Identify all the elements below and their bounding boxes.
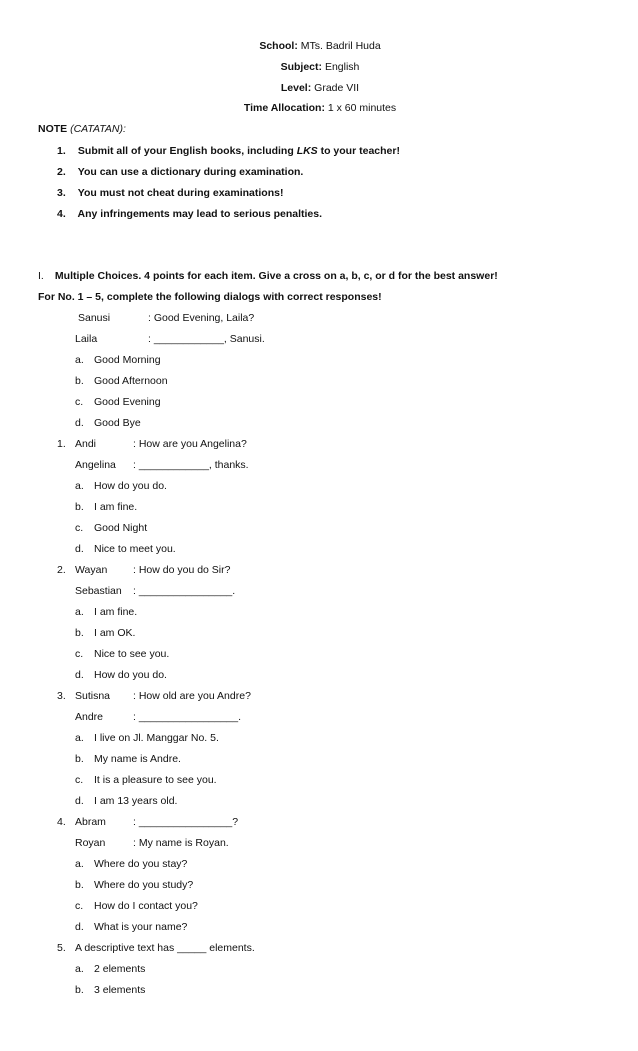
option-text: 2 elements	[94, 963, 146, 975]
option-letter: d.	[75, 795, 84, 807]
option-letter: b.	[75, 375, 84, 387]
option-text: I am OK.	[94, 627, 136, 639]
option-letter: c.	[75, 774, 84, 786]
dialog-line: : My name is Royan.	[133, 837, 229, 849]
note-item: 1. Submit all of your English books, including LKS to your teacher!	[57, 145, 400, 157]
option-letter: a.	[75, 606, 84, 618]
option-letter: b.	[75, 627, 84, 639]
option-text: How do you do.	[94, 480, 167, 492]
option-text: Good Evening	[94, 396, 161, 408]
example-dialog-line: : Good Evening, Laila?	[148, 312, 255, 324]
option-text: Good Afternoon	[94, 375, 168, 387]
note-heading	[38, 123, 126, 136]
option-text: I am fine.	[94, 501, 138, 513]
option-letter: b.	[75, 753, 84, 765]
option-letter: a.	[75, 480, 84, 492]
subject-line	[220, 61, 420, 74]
dialog-line: : ____________, thanks.	[133, 459, 249, 471]
school-label: School:	[259, 40, 298, 52]
option-text: I live on Jl. Manggar No. 5.	[94, 732, 219, 744]
option-text: Good Night	[94, 522, 148, 534]
lks-emphasis: LKS	[296, 145, 318, 157]
note-label: NOTE	[38, 123, 68, 135]
option-text: Good Bye	[94, 417, 141, 429]
school-line	[220, 40, 420, 53]
option-text: How do you do.	[94, 669, 167, 681]
option-letter: a.	[75, 858, 84, 870]
option-letter: b.	[75, 879, 84, 891]
dialog-line: : ________________?	[133, 816, 239, 828]
option-letter: b.	[75, 984, 84, 996]
option-text: Good Morning	[94, 354, 161, 366]
note-item: 3. You must not cheat during examinations!	[57, 187, 284, 199]
time-label: Time Allocation:	[243, 102, 325, 114]
dialog-speaker: Royan	[75, 837, 106, 849]
option-text: I am 13 years old.	[94, 795, 178, 807]
option-text: My name is Andre.	[94, 753, 181, 765]
section-title: I. Multiple Choices. 4 points for each item. Give a cross on a, b, c, or d for the best answer!	[38, 270, 498, 282]
dialog-speaker: Sutisna	[75, 690, 111, 702]
subject-label: Subject:	[280, 61, 323, 73]
option-letter: a.	[75, 354, 84, 366]
note-number: 3.	[57, 187, 66, 199]
question-number: 5.	[57, 942, 66, 954]
option-text: It is a pleasure to see you.	[94, 774, 217, 786]
option-letter: a.	[75, 963, 84, 975]
note-item: 4. Any infringements may lead to serious penalties.	[57, 208, 323, 220]
dialog-speaker: Abram	[75, 816, 106, 828]
option-letter: c.	[75, 648, 84, 660]
option-text: Nice to see you.	[94, 648, 170, 660]
question-number: 3.	[57, 690, 66, 702]
dialog-line: : _________________.	[133, 711, 242, 723]
time-value: 1 x 60 minutes	[327, 102, 397, 114]
option-text: How do I contact you?	[94, 900, 198, 912]
example-dialog-line: : ____________, Sanusi.	[148, 333, 265, 345]
option-letter: d.	[75, 543, 84, 555]
option-text: 3 elements	[94, 984, 146, 996]
school-value: MTs. Badril Huda	[300, 40, 381, 52]
option-letter: d.	[75, 669, 84, 681]
dialog-line: : ________________.	[133, 585, 236, 597]
dialog-speaker: Andi	[75, 438, 97, 450]
level-line	[220, 82, 420, 95]
note-number: 4.	[57, 208, 66, 220]
question-stem: A descriptive text has _____ elements.	[75, 942, 255, 954]
question-number: 1.	[57, 438, 66, 450]
option-letter: d.	[75, 417, 84, 429]
option-text: I am fine.	[94, 606, 138, 618]
level-label: Level:	[280, 82, 312, 94]
option-text: Where do you stay?	[94, 858, 188, 870]
option-letter: c.	[75, 900, 84, 912]
time-line	[200, 102, 440, 115]
dialog-speaker: Angelina	[75, 459, 116, 471]
dialog-speaker: Wayan	[75, 564, 108, 576]
option-text: What is your name?	[94, 921, 188, 933]
dialog-line: : How old are you Andre?	[133, 690, 251, 702]
note-number: 1.	[57, 145, 66, 157]
option-text: Where do you study?	[94, 879, 194, 891]
level-value: Grade VII	[314, 82, 360, 94]
example-speaker: Laila	[75, 333, 98, 345]
option-text: Nice to meet you.	[94, 543, 176, 555]
option-letter: c.	[75, 522, 84, 534]
question-number: 2.	[57, 564, 66, 576]
option-letter: a.	[75, 732, 84, 744]
subject-value: English	[324, 61, 360, 73]
option-letter: d.	[75, 921, 84, 933]
section-instruction: For No. 1 – 5, complete the following dialogs with correct responses!	[38, 291, 382, 303]
dialog-speaker: Sebastian	[75, 585, 122, 597]
question-number: 4.	[57, 816, 66, 828]
option-letter: c.	[75, 396, 84, 408]
section-roman: I.	[38, 270, 44, 282]
option-letter: b.	[75, 501, 84, 513]
note-item: 2. You can use a dictionary during examination.	[57, 166, 304, 178]
example-speaker: Sanusi	[78, 312, 111, 324]
note-label-italic: (CATATAN):	[70, 123, 126, 135]
note-number: 2.	[57, 166, 66, 178]
dialog-speaker: Andre	[75, 711, 104, 723]
dialog-line: : How are you Angelina?	[133, 438, 247, 450]
dialog-line: : How do you do Sir?	[133, 564, 231, 576]
